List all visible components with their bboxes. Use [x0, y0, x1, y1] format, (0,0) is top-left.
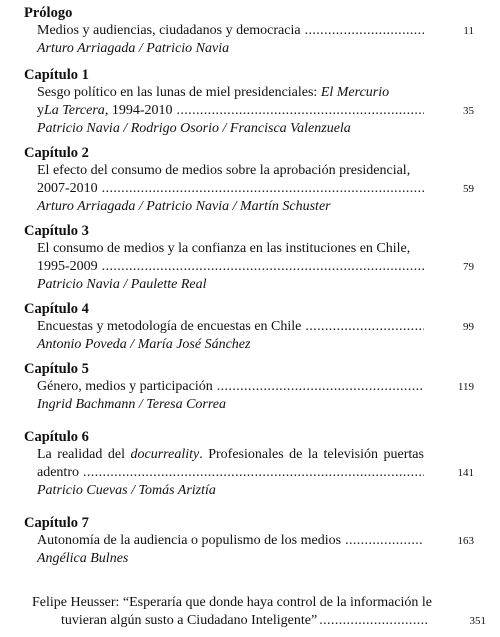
title-word: control	[276, 595, 317, 610]
page-number: 351	[469, 615, 486, 627]
title-text: tuvieran algún susto a Ciudadano Inteligente”	[61, 613, 318, 628]
entry-title-line	[37, 22, 424, 40]
page-number: 35	[463, 105, 474, 117]
entry-heading: Prólogo	[24, 5, 73, 21]
title-word: donde	[209, 595, 244, 610]
title-word: realidad	[57, 447, 103, 462]
entry-heading: Capítulo 6	[24, 429, 89, 445]
entry-title-line	[37, 464, 424, 482]
page-number: 11	[463, 25, 474, 37]
entry-authors: Arturo Arriagada / Patricio Navia	[37, 41, 230, 56]
entry-title-line	[37, 258, 424, 276]
title-text: y	[37, 103, 44, 118]
title-word	[131, 446, 203, 464]
title-italic-text: El Mercurio	[320, 85, 390, 100]
title-text: Sesgo político en las lunas de miel presidenciales:	[37, 85, 321, 100]
title-text: Encuestas y metodología de encuestas en Chile	[37, 319, 302, 334]
title-word: del	[107, 447, 125, 462]
title-text: 2007-2010	[37, 181, 98, 196]
entry-heading: Capítulo 2	[24, 145, 89, 161]
dot-leader	[83, 464, 424, 482]
entry-authors: Patricio Cuevas / Tomás Ariztía	[37, 483, 216, 498]
dot-leader	[102, 258, 424, 276]
page-number: 99	[463, 321, 474, 333]
title-italic-text: La Tercera	[44, 103, 105, 118]
dot-leader	[345, 532, 424, 550]
entry-title-line	[61, 612, 428, 630]
title-word: Profesionales	[208, 447, 284, 462]
dot-leader	[176, 102, 424, 120]
entry-authors: Angélica Bulnes	[37, 551, 129, 566]
title-text: adentro	[37, 465, 79, 480]
title-italic-text: docurreality	[130, 447, 200, 462]
title-punctuation: .	[199, 447, 203, 462]
dot-leader	[102, 180, 424, 198]
entry-authors: Ingrid Bachmann / Teresa Correa	[37, 397, 226, 412]
entry-heading: Capítulo 4	[24, 301, 89, 317]
entry-title-line	[37, 84, 389, 102]
entry-heading: Capítulo 7	[24, 515, 89, 531]
dot-leader	[319, 612, 428, 630]
entry-title-line	[37, 532, 424, 550]
title-word: le	[421, 595, 432, 610]
title-word: “Esperaría	[122, 595, 182, 610]
entry-title: Medios y audiencias, ciudadanos y democracia	[37, 23, 301, 38]
entry-title-line	[37, 378, 424, 396]
entry-heading: Capítulo 3	[24, 223, 89, 239]
entry-title-line	[37, 318, 424, 336]
title-word: información	[350, 595, 419, 610]
entry-title-line	[37, 102, 424, 120]
title-text: , 1994-2010	[104, 103, 173, 118]
title-text: 1995-2009	[37, 259, 98, 274]
dot-leader	[305, 22, 424, 40]
title-word: de	[289, 447, 303, 462]
entry-title-line: El consumo de medios y la confianza en las instituciones en Chile,	[37, 241, 411, 256]
entry-authors: Arturo Arriagada / Patricio Navia / Martín Schuster	[37, 199, 331, 214]
title-word: la	[307, 447, 319, 462]
entry-heading: Capítulo 1	[24, 67, 89, 83]
title-word: La	[37, 447, 52, 462]
page-number: 79	[463, 261, 474, 273]
entry-title-line	[37, 180, 424, 198]
page-number: 59	[463, 183, 474, 195]
title-word: haya	[246, 595, 274, 610]
title-text: Autonomía de la audiencia o populismo de los medios	[37, 533, 342, 548]
title-word: puertas	[383, 447, 424, 462]
entry-authors: Patricio Navia / Rodrigo Osorio / Francisca Valenzuela	[37, 121, 351, 136]
title-word: Heusser:	[70, 595, 120, 610]
title-word: televisión	[323, 447, 378, 462]
title-word: que	[185, 595, 206, 610]
entry-title-line	[37, 446, 424, 464]
title-word: Felipe	[32, 595, 67, 610]
entry-authors: Antonio Poveda / María José Sánchez	[37, 337, 251, 352]
entry-title-line	[32, 594, 432, 612]
page-number: 119	[457, 381, 474, 393]
page-number: 141	[457, 467, 474, 479]
title-text: Género, medios y participación	[37, 379, 213, 394]
title-word: de	[319, 595, 333, 610]
entry-title-line: El efecto del consumo de medios sobre la aprobación presidencial,	[37, 163, 411, 178]
dot-leader	[217, 378, 424, 396]
entry-heading: Capítulo 5	[24, 361, 89, 377]
page-number: 163	[457, 535, 474, 547]
dot-leader	[305, 318, 424, 336]
title-word: la	[336, 595, 347, 610]
entry-authors: Patricio Navia / Paulette Real	[37, 277, 207, 292]
